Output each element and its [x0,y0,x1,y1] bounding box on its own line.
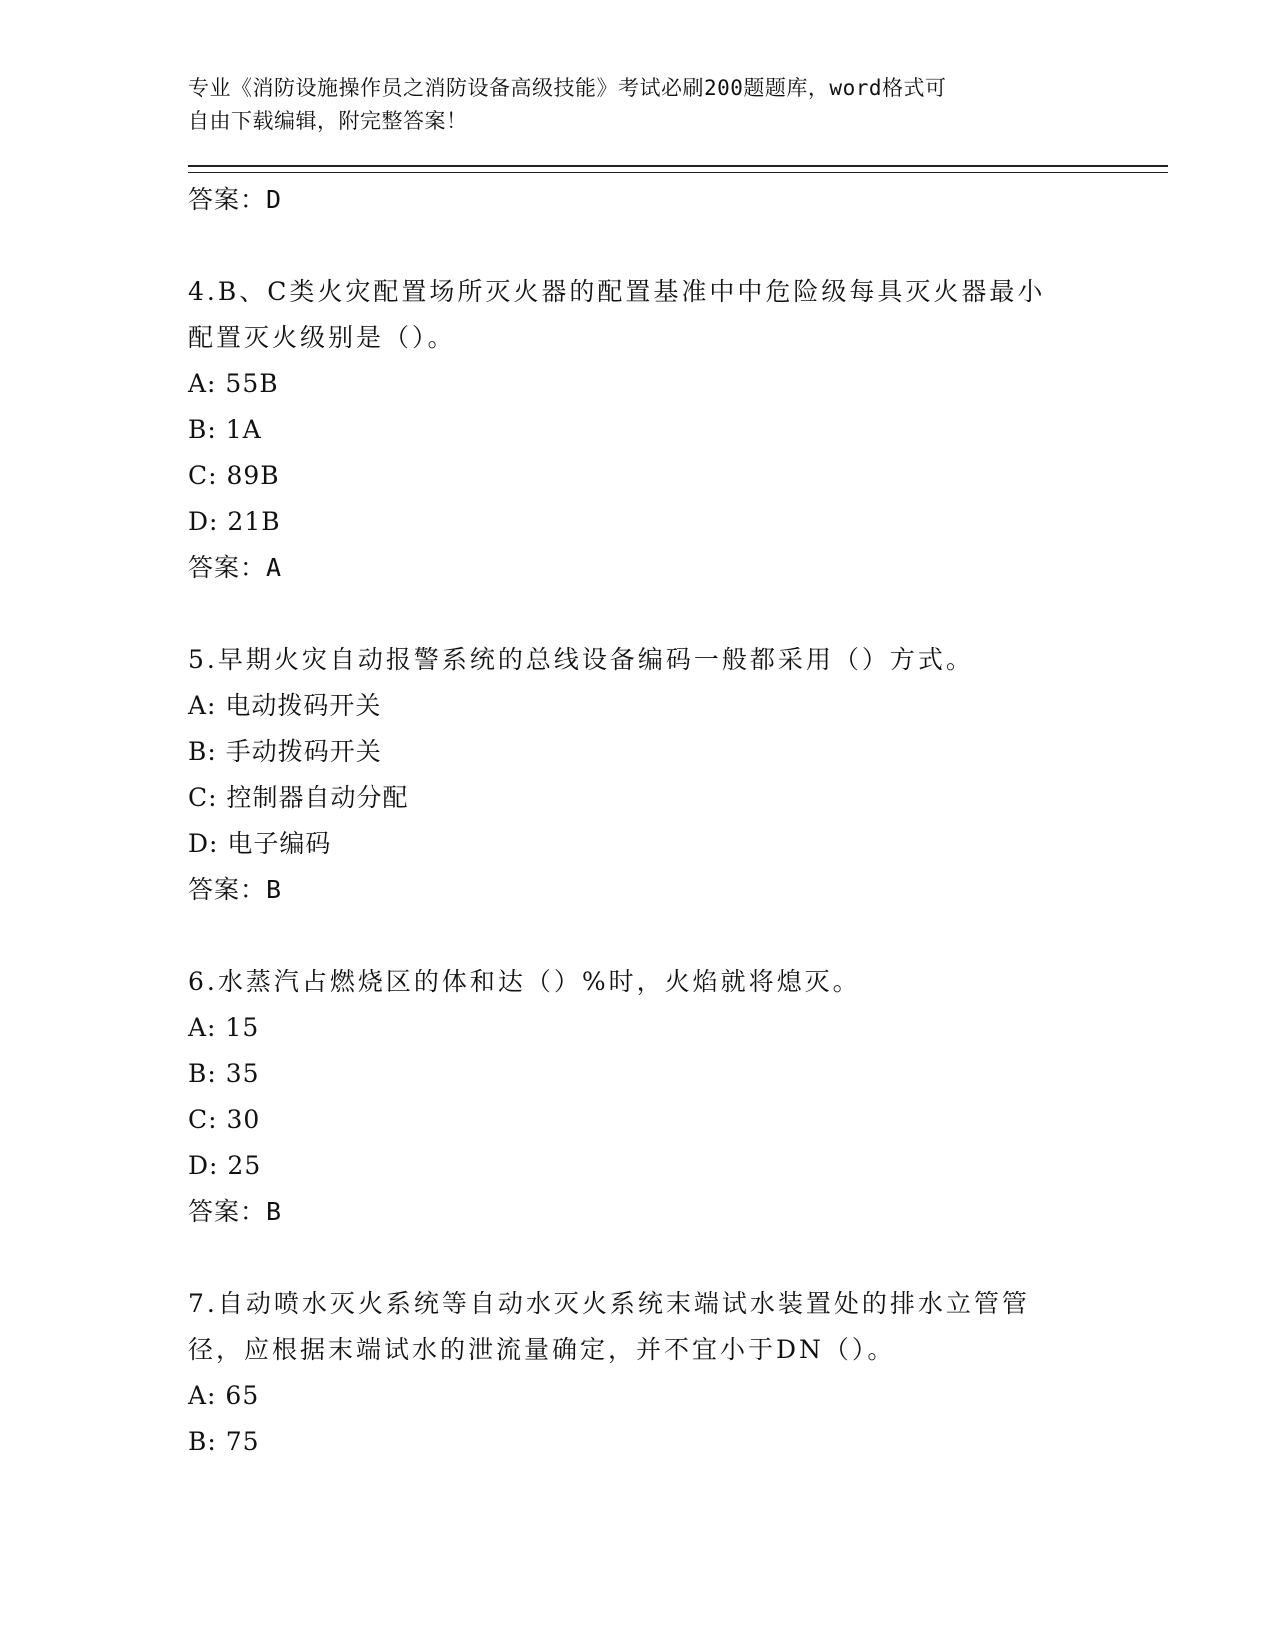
option-b: B: 35 [188,1059,260,1088]
previous-answer: 答案：D [188,185,283,214]
question-stem [188,959,1088,1005]
question-stem [188,1281,1088,1373]
question-stem-line: 6.水蒸汽占燃烧区的体和达（）%时，火焰就将熄灭。 [188,967,861,996]
question-stem [188,269,1088,361]
question-stem-line: 配置灭火级别是（）。 [188,323,456,352]
option-d: D: 21B [188,507,281,536]
option-c: C: 30 [188,1105,261,1134]
question-stem-line: 7.自动喷水灭火系统等自动水灭火系统末端试水装置处的排水立管管 [188,1289,1030,1318]
question-6 [188,959,1168,1235]
document-header [188,72,1068,138]
answer-line: 答案：B [188,875,283,904]
header-line-1: 专业《消防设施操作员之消防设备高级技能》考试必刷200题题库，word格式可 [188,76,947,100]
question-stem-line: 径，应根据末端试水的泄流量确定，并不宜小于DN（）。 [188,1335,896,1364]
answer-line: 答案：B [188,1197,283,1226]
document-page [188,72,1168,1465]
option-c: C: 控制器自动分配 [188,783,409,812]
option-a: A: 15 [188,1013,260,1042]
question-stem-line: 4.B、C类火灾配置场所灭火器的配置基准中中危险级每具灭火器最小 [188,277,1046,306]
option-a: A: 65 [188,1381,260,1410]
option-b: B: 1A [188,415,262,444]
header-line-2: 自由下载编辑，附完整答案！ [188,109,468,133]
option-c: C: 89B [188,461,280,490]
option-d: D: 25 [188,1151,262,1180]
question-7 [188,1281,1168,1465]
option-a: A: 电动拨码开关 [188,691,382,720]
question-5 [188,637,1168,913]
question-4 [188,269,1168,591]
option-b: B: 手动拨码开关 [188,737,382,766]
header-divider [188,165,1168,173]
answer-line: 答案：A [188,553,283,582]
option-b: B: 75 [188,1427,260,1456]
option-d: D: 电子编码 [188,829,332,858]
option-a: A: 55B [188,369,279,398]
question-stem-line: 5.早期火灾自动报警系统的总线设备编码一般都采用（）方式。 [188,645,974,674]
question-stem [188,637,1088,683]
